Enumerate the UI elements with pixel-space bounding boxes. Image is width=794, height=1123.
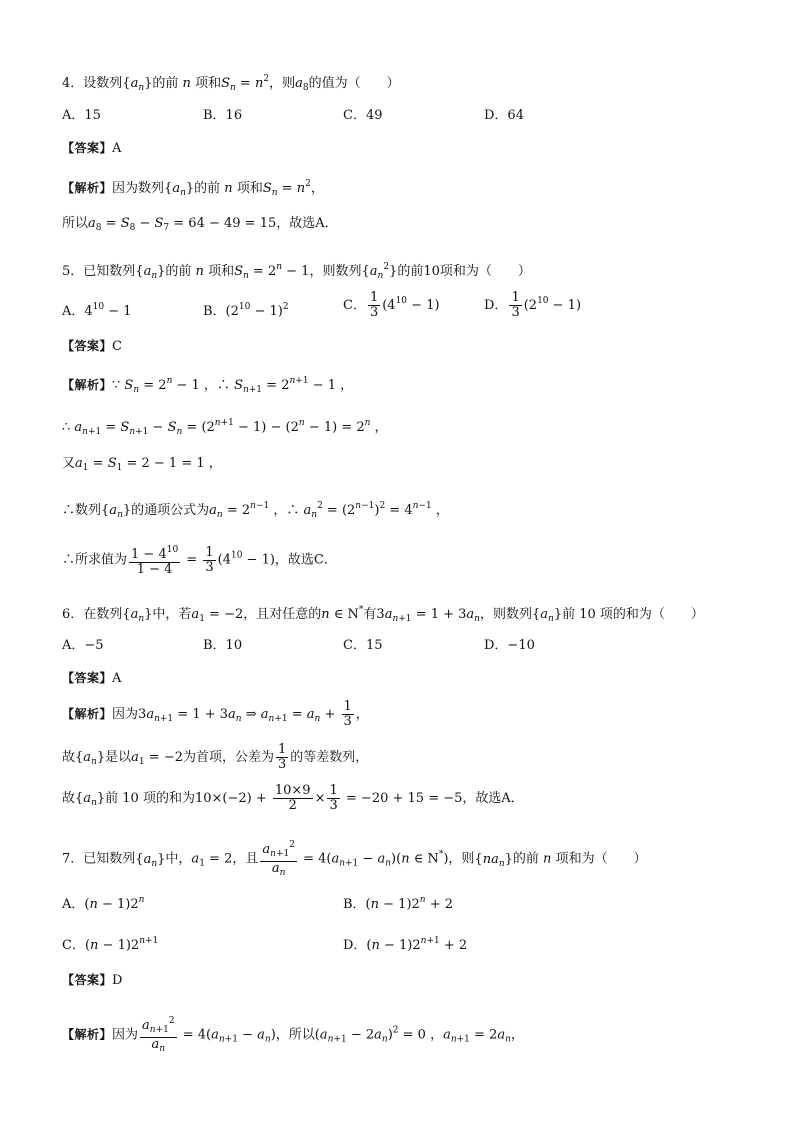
q4-analysis-line-1: 【解析】因为数列$\{a_n\}$的前 n 项和$S_n = n^2$， [62,179,324,198]
answer-tag: 【答案】 [62,339,113,353]
q6-analysis-line-1: 【解析】因为$3a_{n+1} = 1 + 3a_n$ ⇒ $a_{n+1} = a_n$ + $\frac{1}{3}$ ， [62,699,369,729]
answer-tag: 【答案】 [62,671,113,685]
q5-analysis-line-1: 【解析】∵ $S_n = 2^n - 1$ ，∴ $S_{n+1} = 2^{n+1} - 1$ ， [62,376,354,395]
q5-answer: 【答案】C [62,339,122,354]
q4-option-d: D．64 [484,108,524,123]
analysis-tag: 【解析】 [62,707,113,721]
q6-option-c: C．15 [343,638,383,653]
q7-analysis-line-1: 【解析】因为 $\frac{a_{n+1}^2}{a_n}$ = $4(a_{n+1} - a_n)$，所以$(a_{n+1} - 2a_n)^2 = 0$ ，$a_{n+1} = 2a_n$， [62,1016,524,1054]
answer-tag: 【答案】 [62,973,113,987]
q5-option-c: C． $\frac{1}{3}$ $(4^{10} - 1)$ [343,290,440,320]
q5-option-b: B．$(2^{10} - 1)^2$ [203,302,289,319]
q5-analysis-line-5: ∴所求值为 $\frac{1 - 4^{10}}{1 - 4}$ = $\frac{1}{3}$ $(4^{10} - 1)$，故选C． [62,544,337,577]
q7-stem: 7．已知数列$\{a_n\}$中，$a_1 = 2$，且 $\frac{a_{n+1}^2}{a_n}$ = $4(a_{n+1} - a_n)(n$ ∈ N*)，则$\{na_n\}$的前 n 项和为（ ） [62,840,647,878]
q5-stem: 5．已知数列$\{a_n\}$的前 n 项和$S_n = 2^n - 1$，则数列$\{a_n^2\}$的前10项和为（ ） [62,262,531,281]
q5-option-a: A．$4^{10} - 1$ [62,302,132,319]
q7-option-b: B．$(n - 1)2^n + 2$ [343,895,454,912]
q5-option-d: D． $\frac{1}{3}$ $(2^{10} - 1)$ [484,290,582,320]
q7-option-d: D．$(n - 1)2^{n+1} + 2$ [343,936,468,953]
q4-option-c: C．49 [343,108,383,123]
q6-answer: 【答案】A [62,671,122,686]
analysis-tag: 【解析】 [62,378,113,392]
q4-option-a: A．15 [62,108,101,123]
q6-option-b: B．10 [203,638,243,653]
q4-answer: 【答案】A [62,141,122,156]
q4-option-b: B．16 [203,108,243,123]
q6-analysis-line-2: 故$\{a_n\}$是以$a_1 = -2$为首项，公差为 $\frac{1}{3}$ 的等差数列， [62,742,369,772]
q7-option-c: C．$(n - 1)2^{n+1}$ [62,936,159,953]
analysis-tag: 【解析】 [62,181,113,195]
q5-analysis-line-2: ∴ $a_{n+1} = S_{n+1} - S_n = (2^{n+1} - 1) - (2^n - 1) = 2^n$ ， [62,418,388,437]
q7-option-a: A．$(n - 1)2^n$ [62,895,145,912]
q6-option-d: D．−10 [484,638,535,653]
analysis-tag: 【解析】 [62,1027,113,1042]
q4-stem: 4．设数列$\{a_n\}$的前 n 项和$S_n = n^2$，则$a_8$的值为（ ） [62,74,400,93]
q6-stem: 6．在数列$\{a_n\}$中，若$a_1 = -2$，且对任意的n ∈ N*有$3a_{n+1} = 1 + 3a_n$，则数列$\{a_n\}$前 10 项的和为（ ） [62,605,704,624]
q5-analysis-line-3: 又$a_1 = S_1 = 2 - 1 = 1$ ， [62,456,222,473]
q7-answer: 【答案】D [62,973,123,988]
q5-analysis-line-4: ∴数列$\{a_n\}$的通项公式为$a_n = 2^{n-1}$ ，∴ $a_n^2 = (2^{n-1})^2 = 4^{n-1}$ ， [62,501,449,520]
q4-analysis-line-2: 所以$a_8 = S_8 - S_7 = 64 - 49 = 15$，故选A． [62,216,338,233]
q6-analysis-line-3: 故$\{a_n\}$前 10 项的和为10×(−2) + $\frac{10\times 9}{2}$ × $\frac{1}{3}$ = −20 + 15 = −5，故选A． [62,783,524,813]
answer-tag: 【答案】 [62,141,113,155]
q6-option-a: A．−5 [62,638,104,653]
